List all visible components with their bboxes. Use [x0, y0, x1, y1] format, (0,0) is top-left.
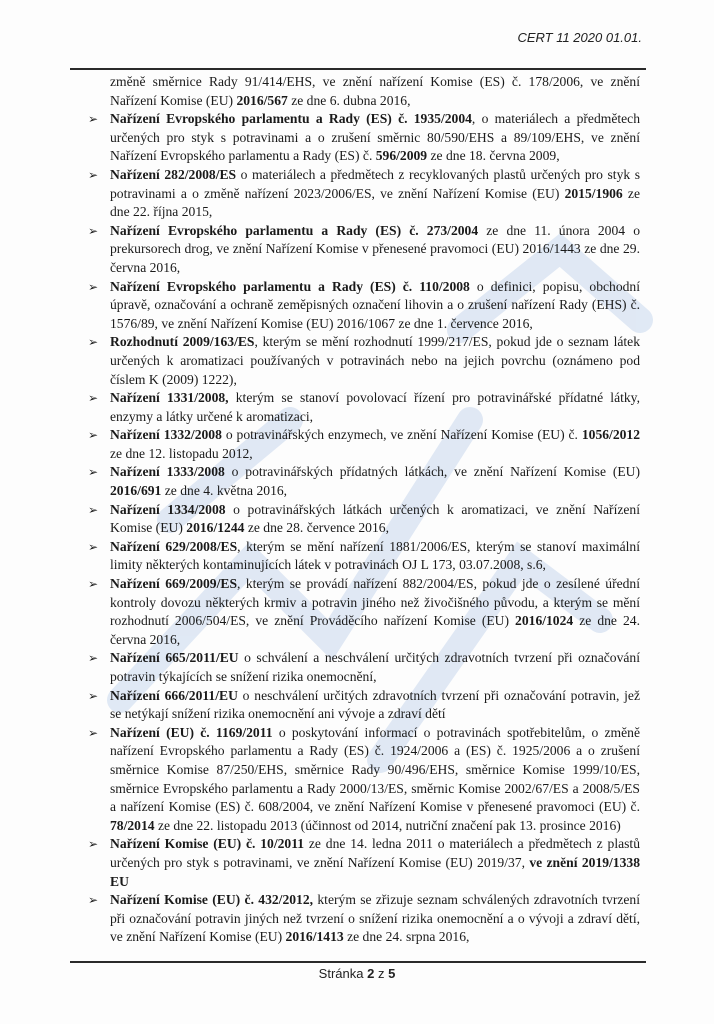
- list-item: [88, 575, 640, 649]
- regulation-text: kterým se stanoví povolovací řízení pro potravinářské přídatné látky, enzymy a látky určené k aromatizaci,: [110, 390, 640, 424]
- regulation-text: o definici, popisu, obchodní úpravě, označování a ochraně zeměpisných označení lihovin a o zrušení nařízení Rady (EHS) č. 1576/89, ve znění Nařízení Komise (EU) 2016/1067 ze dne 1. července 2016,: [110, 278, 640, 331]
- regulation-reference: Nařízení Komise (EU) č. 432/2012,: [110, 892, 314, 908]
- regulation-reference: Nařízení 665/2011/EU: [110, 650, 239, 666]
- regulation-reference: 2016/1244: [186, 520, 245, 536]
- header-rule: [70, 68, 646, 70]
- list-item: [88, 835, 640, 891]
- arrow-bullet-icon: ➢: [88, 893, 99, 908]
- regulation-text: o neschválení určitých zdravotních tvrzení při označování potravin, jež se netýkají snížení rizika onemocnění ani vývoje a zdraví dětí: [110, 687, 640, 722]
- regulation-text: , kterým se mění rozhodnutí 1999/217/ES, pokud jde o seznam látek určených k aromatizaci používaných v potravinách nebo na jejich povrchu (oznámeno pod číslem K (2009) 1222),: [110, 334, 640, 387]
- list-item: [88, 333, 640, 389]
- regulation-reference: 2015/1906: [564, 185, 623, 201]
- regulation-text: o schválení a neschválení určitých zdravotních tvrzení při označování potravin týkajících se snížení rizika onemocnění,: [110, 650, 640, 684]
- arrow-bullet-icon: ➢: [88, 167, 99, 182]
- regulation-reference: Nařízení (EU) č. 1169/2011: [110, 724, 273, 740]
- regulation-text: ze dne 11. února 2004 o prekursorech drog, ve znění Nařízení Komise v přenesené pravomoci (EU) 2016/1443 ze dne 29. června 2016,: [110, 222, 640, 275]
- regulation-reference: 2016/1024: [515, 613, 574, 629]
- arrow-bullet-icon: ➢: [88, 428, 99, 443]
- regulation-reference: Nařízení 1334/2008: [110, 501, 226, 517]
- arrow-bullet-icon: ➢: [88, 688, 99, 703]
- list-item: [88, 426, 640, 463]
- regulation-reference: Rozhodnutí 2009/163/ES: [110, 334, 255, 350]
- list-item: [88, 463, 640, 500]
- regulation-reference: Nařízení 666/2011/EU: [110, 687, 238, 703]
- regulation-reference: Nařízení Komise (EU) č. 10/2011: [110, 836, 305, 852]
- regulation-reference: Nařízení 1333/2008: [110, 464, 225, 480]
- page-sep: z: [377, 966, 385, 981]
- page-current: 2: [367, 966, 375, 981]
- regulation-text: , o materiálech a předmětech určených pro styk s potravinami a o zrušení směrnic 80/590/EHS a 89/109/EHS, ve znění Nařízení Evropského parlamentu a Rady (ES) č.: [110, 111, 640, 164]
- regulation-text: ze dne 12. listopadu 2012,: [110, 445, 253, 461]
- regulation-reference: Nařízení Evropského parlamentu a Rady (ES) č. 273/2004: [110, 222, 479, 238]
- list-item: [88, 110, 640, 166]
- page-total: 5: [388, 966, 396, 981]
- footer-rule: [70, 961, 646, 963]
- arrow-bullet-icon: ➢: [88, 539, 99, 554]
- regulation-reference: 2016/691: [110, 483, 162, 499]
- regulation-text: ze dne 24. srpna 2016,: [343, 929, 470, 945]
- regulation-text: ze dne 6. dubna 2016,: [287, 92, 411, 108]
- regulation-text: ze dne 28. července 2016,: [244, 520, 389, 536]
- regulation-reference: Nařízení 1331/2008,: [110, 390, 229, 406]
- continuation-text: [88, 73, 640, 110]
- arrow-bullet-icon: ➢: [88, 223, 99, 238]
- regulation-reference: 2016/1413: [285, 929, 344, 945]
- list-item: [88, 538, 640, 575]
- regulation-text: o potravinářských látkách určených k aromatizaci, ve znění Nařízení Komise (EU): [110, 501, 640, 536]
- arrow-bullet-icon: ➢: [88, 112, 99, 127]
- regulation-text: , kterým se mění nařízení 1881/2006/ES, kterým se stanoví maximální limity některých kontaminujících látek v potravinách OJ L 173, 03.07.2008, s.6,: [110, 538, 640, 573]
- arrow-bullet-icon: ➢: [88, 279, 99, 294]
- regulation-reference: 78/2014: [110, 817, 155, 833]
- regulation-reference: ve znění 2019/1338 EU: [110, 854, 640, 889]
- list-item: [88, 891, 640, 947]
- list-item: [88, 724, 640, 836]
- regulation-reference: Nařízení Evropského parlamentu a Rady (ES) č. 1935/2004: [110, 111, 472, 127]
- regulation-text: , kterým se provádí nařízení 882/2004/ES, pokud jde o zesílené úřední kontroly dovozu některých krmiv a potravin jiného než živočišného původu, a kterým se mění rozhodnutí 2006/504/ES, ve znění Prováděcího nařízení Komise (EU): [110, 576, 640, 629]
- arrow-bullet-icon: ➢: [88, 335, 99, 350]
- regulation-reference: Nařízení 1332/2008: [110, 427, 222, 443]
- regulation-text: o potravinářských enzymech, ve znění Nařízení Komise (EU) č.: [221, 427, 582, 443]
- regulation-text: ze dne 22. listopadu 2013 (účinnost od 2014, nutriční značení pak 13. prosince 2016): [154, 817, 621, 833]
- regulation-text: o materiálech a předmětech z recyklovaných plastů určených pro styk s potravinami a o změně nařízení 2023/2006/ES, ve znění Nařízení Komise (EU): [110, 166, 640, 201]
- regulation-text: o potravinářských přídatných látkách, ve znění Nařízení Komise (EU): [224, 464, 640, 480]
- regulation-text: změně směrnice Rady 91/414/EHS, ve znění nařízení Komise (ES) č. 178/2006, ve znění Nařízení Komise (EU): [110, 74, 640, 108]
- arrow-bullet-icon: ➢: [88, 725, 99, 740]
- list-item: [88, 389, 640, 426]
- regulation-reference: 1056/2012: [581, 427, 641, 443]
- page-footer: [0, 966, 714, 981]
- regulation-text: ze dne 4. května 2016,: [161, 483, 288, 499]
- regulation-reference: Nařízení 629/2008/ES: [110, 538, 238, 554]
- page-label: Stránka: [318, 966, 364, 981]
- arrow-bullet-icon: ➢: [88, 465, 99, 480]
- regulation-text: kterým se zřizuje seznam schválených zdravotních tvrzení při označování potravin jiných než tvrzení o snížení rizika onemocnění a o vývoji a zdraví dětí, ve znění Nařízení Komise (EU): [110, 892, 641, 945]
- list-item: [88, 649, 640, 686]
- list-item: [88, 687, 640, 724]
- regulation-text: o poskytování informací o potravinách spotřebitelům, o změně nařízení Evropského parlamentu a Rady (ES) č. 1924/2006 a (ES) č. 1925/2006 a o zrušení směrnice Komise 87/250/EHS, směrnice Rady 90/496/EHS, směrnice Komise 1999/10/ES, směrnice Evropského parlamentu a Rady 2000/13/ES, směrnic Komise 2002/67/ES a 2008/5/ES a nařízení Komise (ES) č. 608/2004, ve znění Nařízení Komise v přenesené pravomoci (EU) č.: [110, 724, 640, 815]
- regulation-text: ze dne 14. ledna 2011 o materiálech a předmětech z plastů určených pro styk s potravinami, ve znění Nařízení Komise (EU) 2019/37,: [110, 836, 640, 870]
- arrow-bullet-icon: ➢: [88, 391, 99, 406]
- regulation-text: ze dne 24. června 2016,: [110, 613, 640, 647]
- arrow-bullet-icon: ➢: [88, 651, 99, 666]
- regulation-reference: Nařízení 669/2009/ES: [110, 576, 238, 592]
- list-item: [88, 278, 640, 334]
- list-item: [88, 166, 640, 222]
- list-item: [88, 501, 640, 538]
- regulation-reference: Nařízení Evropského parlamentu a Rady (ES) č. 110/2008: [110, 278, 470, 294]
- regulation-text: ze dne 18. června 2009,: [427, 148, 560, 164]
- regulation-reference: Nařízení 282/2008/ES: [110, 166, 237, 182]
- list-item: [88, 222, 640, 278]
- regulation-text: ze dne 22. října 2015,: [110, 185, 640, 220]
- document-reference: CERT 11 2020 01.01.: [517, 30, 642, 45]
- regulation-reference: 2016/567: [236, 92, 288, 108]
- regulation-list: [88, 73, 640, 947]
- arrow-bullet-icon: ➢: [88, 502, 99, 517]
- regulation-reference: 596/2009: [375, 148, 428, 164]
- arrow-bullet-icon: ➢: [88, 837, 99, 852]
- arrow-bullet-icon: ➢: [88, 577, 99, 592]
